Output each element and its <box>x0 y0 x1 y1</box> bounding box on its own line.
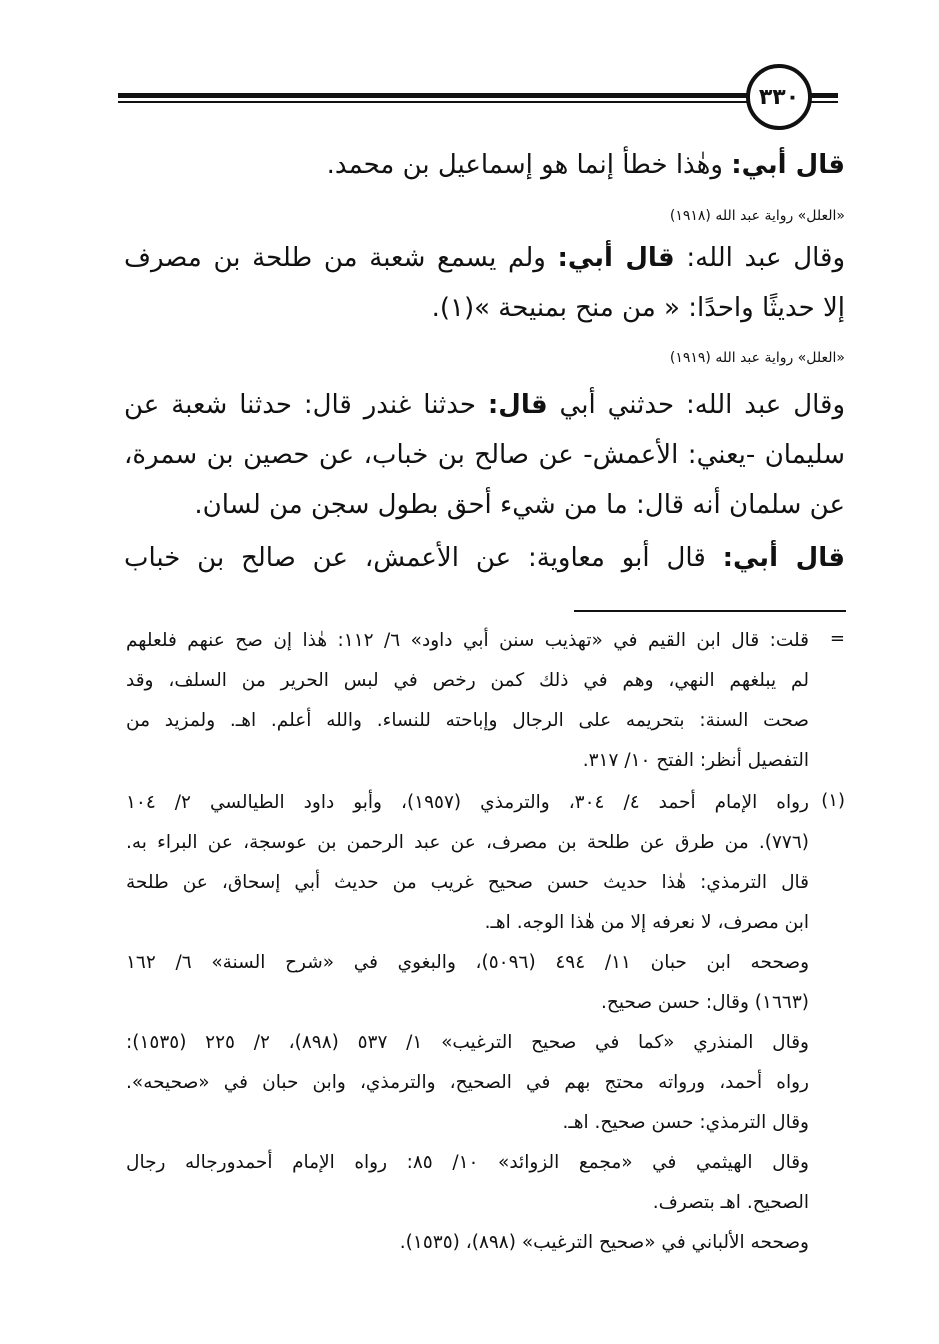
footnote-line: (٧٧٦). من طرق عن طلحة بن مصرف، عن عبد الرحمن بن عوسجة، عن البراء به. <box>126 832 809 853</box>
footnote-line: رواه أحمد، ورواته محتج بهم في الصحيح، والترمذي، وابن حبان في «صحيحه». <box>126 1072 809 1093</box>
speaker-label: قال أبي: <box>722 543 845 573</box>
footnote-line: وقال المنذري «كما في صحيح الترغيب» ١/ ٥٣٧ (٨٩٨)، ٢/ ٢٢٥ (١٥٣٥): <box>126 1032 809 1053</box>
header-rule-thin <box>118 101 838 103</box>
footnote-line: ابن مصرف، لا نعرفه إلا من هٰذا الوجه. اهـ. <box>484 912 809 933</box>
footnote-number: (١) <box>821 790 845 811</box>
footnote-line: وقال الهيثمي في «مجمع الزوائد» ١٠/ ٨٥: رواه الإمام أحمدورجاله رجال <box>126 1152 809 1173</box>
paragraph-text: قال أبو معاوية: عن الأعمش، عن صالح بن خباب <box>124 543 723 573</box>
footnote-line: صحت السنة: بتحريمه على الرجال وإباحته للنساء. والله أعلم. اهـ. ولمزيد من <box>126 710 809 731</box>
footnote-line: رواه الإمام أحمد ٤/ ٣٠٤، والترمذي (١٩٥٧)، وأبو داود الطيالسي ٢/ ١٠٤ <box>126 792 809 813</box>
footnote-line: الصحيح. اهـ بتصرف. <box>652 1192 809 1213</box>
footnote-line: (١٦٦٣) وقال: حسن صحيح. <box>601 992 809 1013</box>
paragraph-1 <box>327 150 845 180</box>
paragraph-text: وقال عبد الله: <box>674 243 845 273</box>
footnote-line: وقال الترمذي: حسن صحيح. اهـ. <box>562 1112 809 1133</box>
footnote-line: قال الترمذي: هٰذا حديث حسن صحيح غريب من حديث أبي إسحاق، عن طلحة <box>126 872 809 893</box>
footnote-line: قلت: قال ابن القيم في «تهذيب سنن أبي داود» ٦/ ١١٢: هٰذا إن صح عنهم فلعلهم <box>126 630 809 651</box>
footnote-continuation-marker: = <box>829 628 845 649</box>
source-citation-2: «العلل» رواية عبد الله (١٩١٩) <box>669 350 845 366</box>
footnote-line: لم يبلغهم النهي، وهم في ذلك كمن رخص في لبس الحرير من السلف، وقد <box>126 670 809 691</box>
paragraph-2-line-2: إلا حديثًا واحدًا: « من منح بمنيحة »(١). <box>431 293 845 323</box>
paragraph-3-line-1 <box>124 390 845 420</box>
paragraph-4 <box>124 543 845 573</box>
paragraph-text: ولم يسمع شعبة من طلحة بن مصرف <box>124 243 558 273</box>
speaker-label: قال أبي: <box>731 150 845 180</box>
paragraph-text: حدثنا غندر قال: حدثنا شعبة عن <box>124 390 488 420</box>
source-citation-1: «العلل» رواية عبد الله (١٩١٨) <box>669 208 845 224</box>
paragraph-2-line-1 <box>124 243 845 273</box>
paragraph-text: وهٰذا خطأ إنما هو إسماعيل بن محمد. <box>326 150 732 180</box>
paragraph-text: وقال عبد الله: حدثني أبي <box>547 390 845 420</box>
footnote-separator <box>574 610 846 612</box>
paragraph-3-line-2: سليمان -يعني: الأعمش- عن صالح بن خباب، عن حصين بن سمرة، <box>124 440 845 470</box>
header-rule <box>118 93 838 98</box>
footnote-line: التفصيل أنظر: الفتح ١٠/ ٣١٧. <box>582 750 809 771</box>
speaker-label: قال: <box>487 390 548 420</box>
footnote-line: وصححه ابن حبان ١١/ ٤٩٤ (٥٠٩٦)، والبغوي في «شرح السنة» ٦/ ١٦٢ <box>126 952 810 973</box>
page-number: ٣٣٠ <box>746 64 812 130</box>
footnote-line: وصححه الألباني في «صحيح الترغيب» (٨٩٨)، (١٥٣٥). <box>399 1232 809 1253</box>
paragraph-3-line-3: عن سلمان أنه قال: ما من شيء أحق بطول سجن من لسان. <box>194 490 845 520</box>
speaker-label: قال أبي: <box>557 243 675 273</box>
